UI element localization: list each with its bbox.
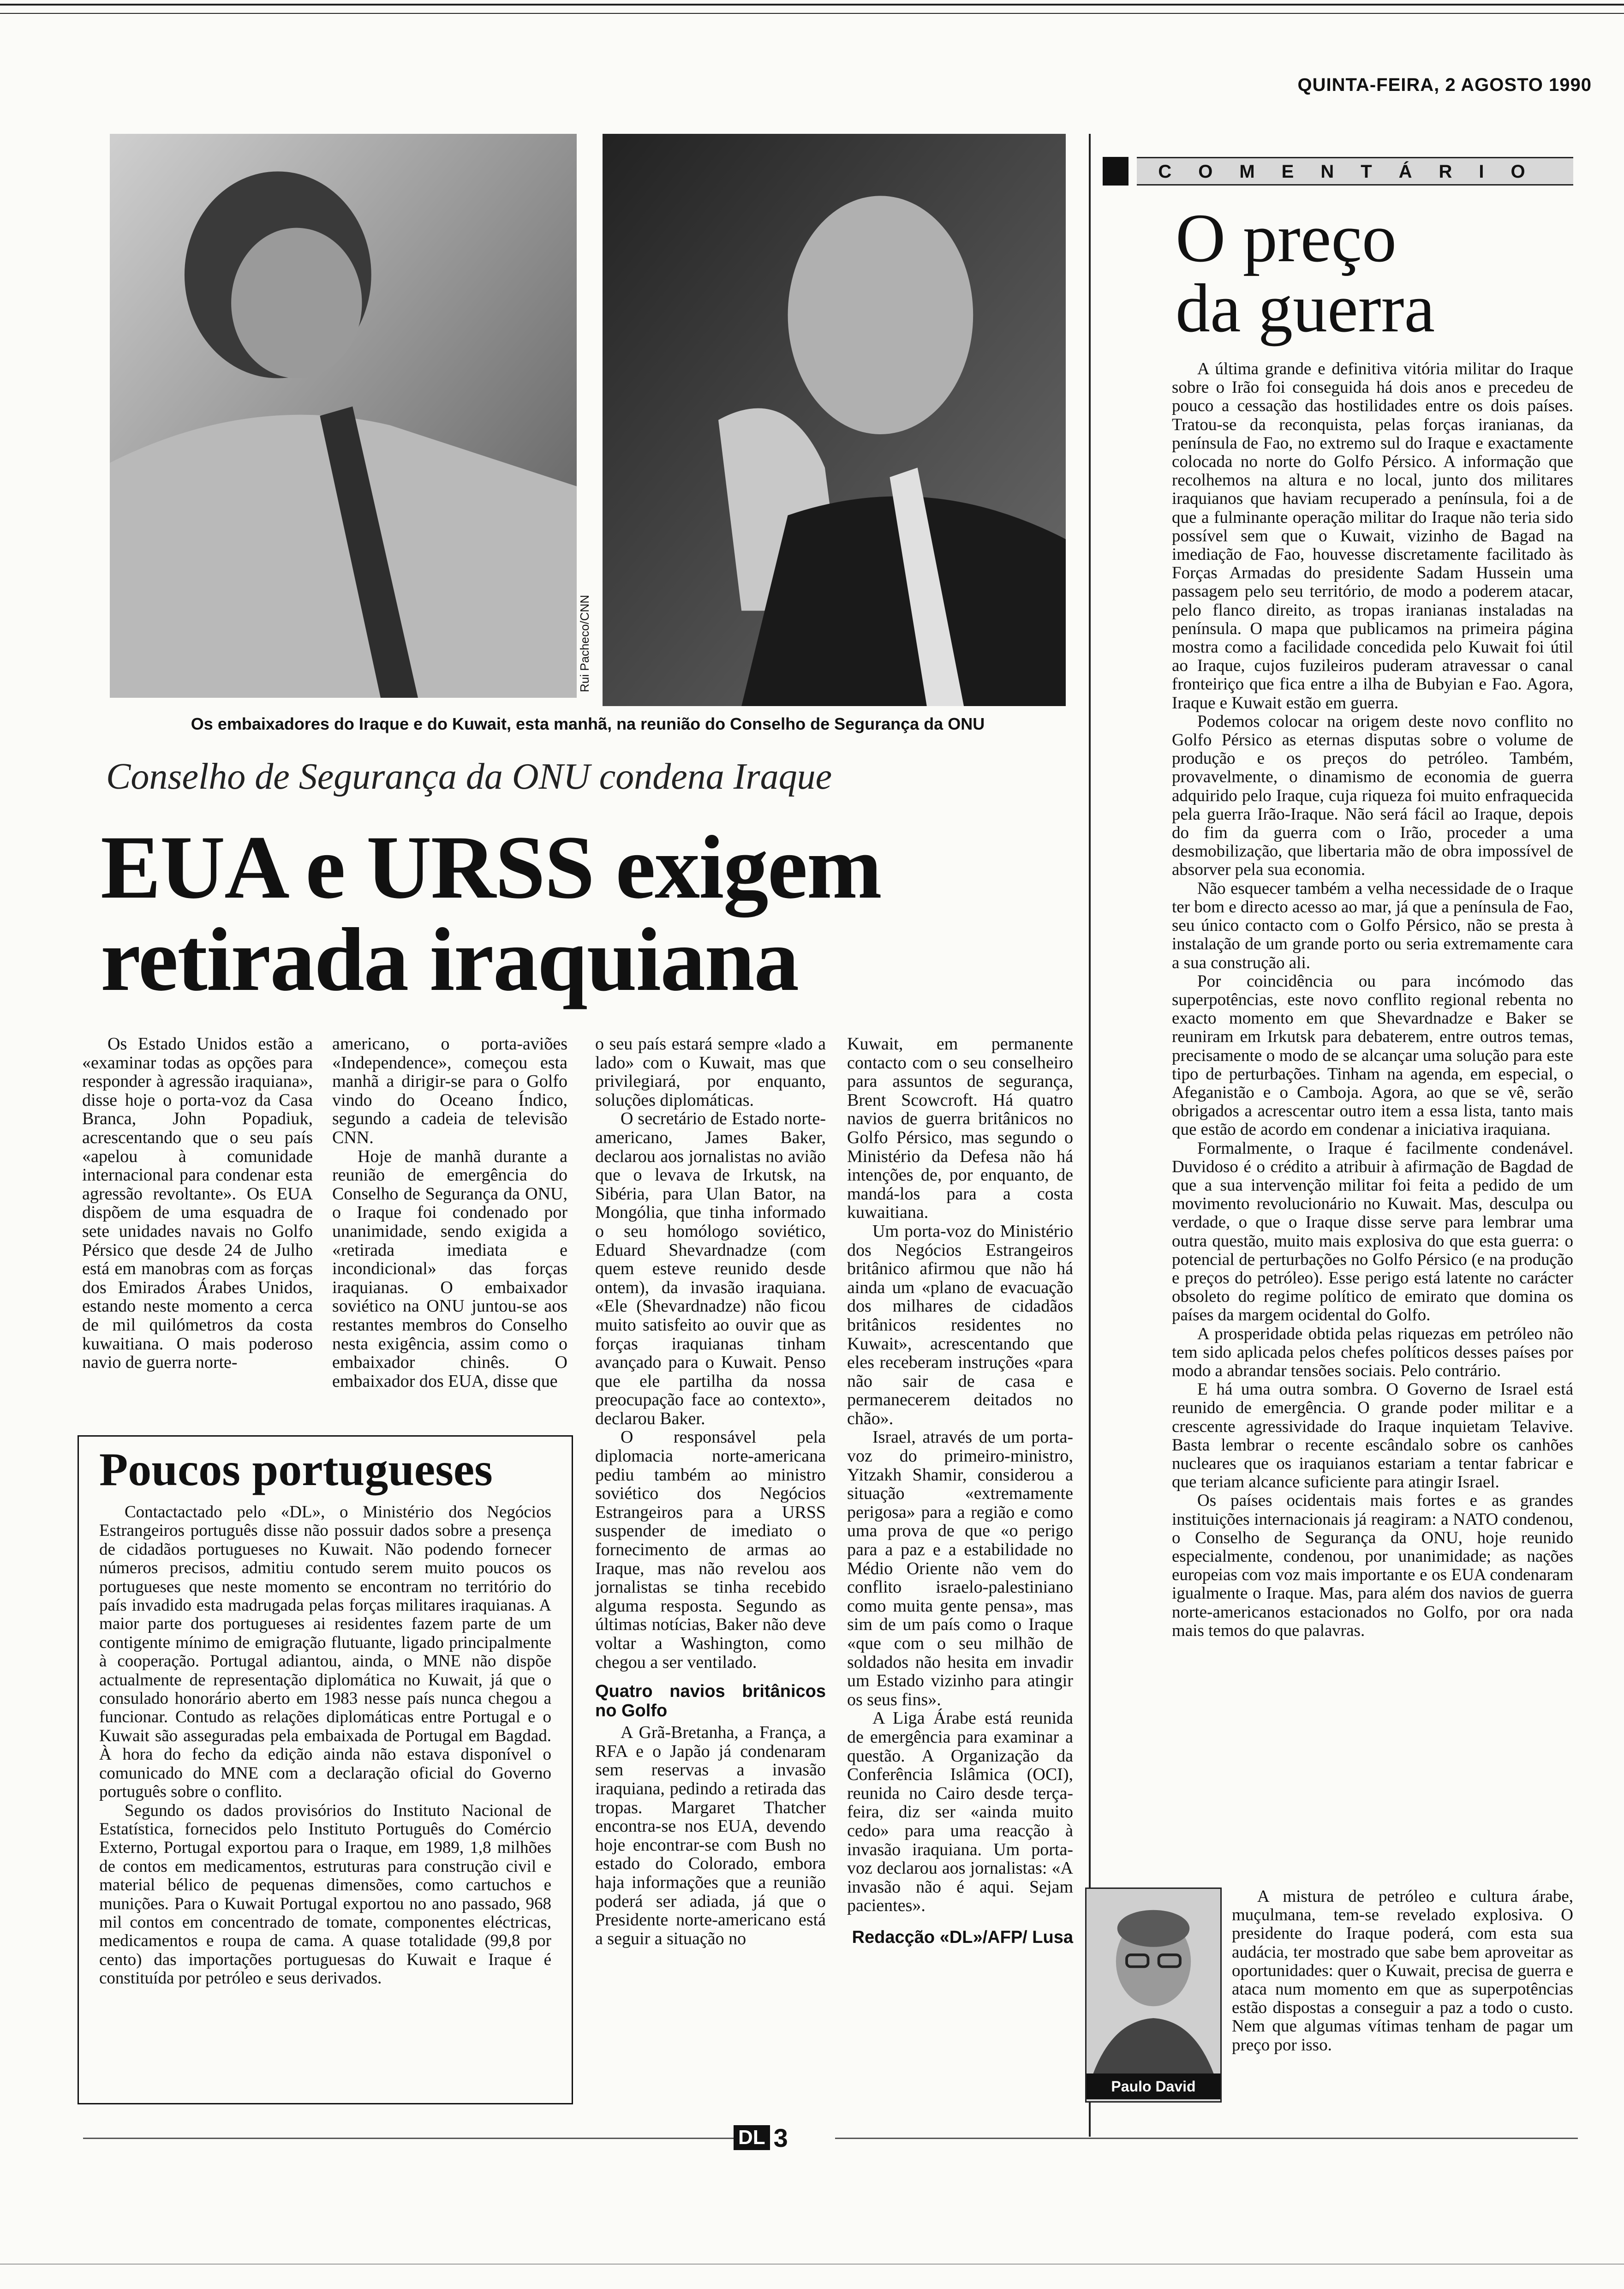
paragraph: o seu país estará sempre «lado a lado» com o Kuwait, mas que privilegiará, por enquanto, soluções diplomáticas. — [595, 1034, 826, 1110]
paragraph: Por coincidência ou para incómodo das superpotências, este novo conflito regional rebenta no exacto momento em que Shevardnadze e Baker se reuniram em Irkutsk para debaterem, entre outros temas, precisamente o modo de se alcançar uma solução para este tipo de perturbações. Tinham na agenda, em especial, o Afeganistão e o Camboja. Agora, ao que se vê, serão obrigados a acrescentar outro item a essa lista, tanto mais que estão de acordo em condenar a iniciativa iraquiana. — [1172, 971, 1573, 1139]
footer-folio — [734, 2119, 835, 2156]
photo-kuwait-ambassador — [603, 134, 1066, 706]
commentary-title-line-2: da guerra — [1176, 270, 1435, 347]
headline-line-1: EUA e URSS exigem — [101, 817, 881, 917]
author-photo — [1087, 1889, 1220, 2073]
photo-caption: Os embaixadores do Iraque e do Kuwait, esta manhã, na reunião do Conselho de Segurança da ONU — [191, 714, 985, 733]
commentary-body — [1172, 360, 1573, 1640]
paragraph: Israel, através de um porta-voz do primeiro-ministro, Yitzakh Shamir, considerou a situação «extremamente perigosa» para a região e como uma prova de que «o perigo para a paz e a estabilidade no Médio Oriente não vem do conflito israelo-palestiniano como muita gente pensa», mas sim de um país como o Iraque «que com o seu milhão de soldados não hesita em invadir um Estado vizinho para atingir os seus fins». — [847, 1427, 1073, 1709]
commentary-title-line-1: O preço — [1176, 200, 1397, 276]
paragraph: A última grande e definitiva vitória militar do Iraque sobre o Irão foi conseguida há dois anos e precedeu de pouco a cessação das hostilidades entre os dois países. Tratou-se da reconquista, pelas forças iranianas, da península de Fao, no extremo sul do Iraque e exactamente colocada no norte do Golfo Pérsico. A informação que recolhemos na altura e no local, junto dos militares iraquianos que haviam recuperado a península, foi a de que a fulminante operação militar do Iraque não teria sido possível sem que o Kuwait, vizinho de Bagad na imediação de Fao, houvesse discretamente facilitado às Forças Armadas do presidente Sadam Hussein uma passagem pelo seu território, de modo a poderem atacar, pelo flanco direito, as tropas iranianas instaladas na península. O mapa que publicamos na primeira página mostra como a facilidade concedida pelo Kuwait foi útil ao Iraque, cujos fuzileiros puderam atravessar o canal fronteiriço que fica entre a ilha de Bubyian e Fao. Agora, Iraque e Kuwait estão em guerra. — [1172, 360, 1573, 713]
article-column-4 — [847, 1035, 1073, 1947]
photo-credit: Rui Pacheco/CNN — [578, 595, 591, 692]
page-number: 3 — [773, 2123, 788, 2152]
paragraph: Segundo os dados provisórios do Instituto Nacional de Estatística, fornecidos pelo Instituto Português do Comércio Externo, Portugal exportou para o Iraque, em 1989, 1,8 milhões de contos em medicamentos, estruturas para construção civil e material bélico de pequenas dimensões, como cartuchos e munições. Para o Kuwait Portugal exportou no ano passado, 968 mil contos em concentrado de tomate, componentes eléctricas, medicamentos e roupa de cama. A quase totalidade (99,8 por cento) das importações portuguesas do Kuwait e Iraque é constituída por petróleo e seus derivados. — [99, 1801, 551, 1988]
author-name: Paulo David — [1087, 2073, 1220, 2099]
box-title: Poucos portugueses — [99, 1444, 493, 1496]
box-body — [99, 1503, 551, 1988]
headline-line-2: retirada iraquiana — [101, 910, 799, 1010]
paragraph: Kuwait, em permanente contacto com o seu conselheiro para assuntos de segurança, Brent Scowcroft. Há quatro navios de guerra britânicos no Golfo Pérsico, mas segundo o Ministério da Defesa não há intenções de, por enquanto, de mandá-los para a costa kuwaitiana. — [847, 1034, 1073, 1222]
paragraph: A prosperidade obtida pelas riquezas em petróleo não tem sido aplicada pelos chefes políticos desses países por modo a abrandar tensões sociais. Pelo contrário. — [1172, 1324, 1573, 1380]
paragraph: A Liga Árabe está reunida de emergência para examinar a questão. A Organização da Conferência Islâmica (OCI), reunida no Cairo desde terça-feira, diz ser «ainda muito cedo» para uma reacção à invasão iraquiana. Um porta-voz declarou aos jornalistas: «A invasão não é aqui. Sejam pacientes». — [847, 1708, 1073, 1916]
paragraph: A mistura de petróleo e cultura árabe, muçulmana, tem-se revelado explosiva. O presidente do Iraque poderá, com esta sua audácia, ter mostrado que sabe bem aproveitar as oportunidades: quer o Kuwait, precisa de guerra e ataca num momento em que as superpotências estão dispostas a conseguir a paz a todo o custo. Nem que algumas vítimas tenham de pagar um preço por isso. — [1232, 1887, 1573, 2055]
box-poucos-portugueses — [78, 1435, 573, 2104]
issue-date: QUINTA-FEIRA, 2 AGOSTO 1990 — [1297, 75, 1592, 95]
commentary-title — [1176, 200, 1435, 347]
photo-right-image — [603, 134, 1066, 706]
top-rule — [0, 4, 1624, 6]
paragraph: Os Estado Unidos estão a «examinar todas as opções para responder à agressão iraquiana», disse hoje o porta-voz da Casa Branca, John Popadiuk, acrescentando que o seu país «apelou à comunidade internacional para condenar esta agressão revoltante». Os EUA dispõem de uma esquadra de sete unidades navais no Golfo Pérsico que desde 24 de Julho está em manobras com as forças dos Emirados Árabes Unidos, estando neste momento a cerca de mil quilómetros da costa kuwaitiana. O mais poderoso navio de guerra norte- — [82, 1034, 313, 1372]
commentary-body-end — [1232, 1888, 1573, 2055]
photo-left-image — [110, 134, 577, 698]
paragraph: Não esquecer também a velha necessidade de o Iraque ter bom e directo acesso ao mar, já que a península de Fao, seu único contacto com o Golfo Pérsico, não se presta à instalação de um grande porto ou seria extremamente cara a sua construção ali. — [1172, 879, 1573, 972]
article-column-1 — [82, 1035, 313, 1372]
commentary-label-bar — [1103, 157, 1573, 186]
paragraph: A Grã-Bretanha, a França, a RFA e o Japão já condenaram sem reservas a invasão iraquiana, pedindo a retirada das tropas. Margaret Thatcher encontra-se nos EUA, devendo hoje encontrar-se com Bush no estado do Colorado, embora haja informações que a reunião poderá ser adiada, já que o Presidente norte-americano está a seguir a situação no — [595, 1723, 826, 1948]
article-signature: Redacção «DL»/AFP/ Lusa — [852, 1927, 1073, 1947]
paragraph: E há uma outra sombra. O Governo de Israel está reunido de emergência. O grande poder militar e a crescente agressividade do Iraque inquietam Telavive. Basta lembrar o recente escândalo sobre os canhões nucleares que os iraquianos estariam a tentar fabricar e que teriam alcance suficiente para atingir Israel. — [1172, 1380, 1573, 1492]
paragraph: Um porta-voz do Ministério dos Negócios Estrangeiros britânico afirmou que não há ainda um «plano de evacuação dos milhares de cidadãos britânicos residentes no Kuwait», acrescentando que eles receberam instruções «para não sair de casa e permanecerem deitados no chão». — [847, 1221, 1073, 1428]
article-headline — [101, 817, 1069, 1010]
paragraph: O responsável pela diplomacia norte-americana pediu também ao ministro soviético dos Negócios Estrangeiros para a URSS suspender de imediato o fornecimento de armas ao Iraque, mas não revelou aos jornalistas se tinha recebido alguma resposta. Segundo as últimas notícias, Baker não deve voltar a Washington, como chegou a ser ventilado. — [595, 1427, 826, 1672]
author-portrait — [1085, 1888, 1222, 2103]
photo-iraq-ambassador — [110, 134, 577, 698]
top-rule-thin — [0, 13, 1624, 14]
article-kicker: Conselho de Segurança da ONU condena Iraque — [106, 756, 832, 797]
paragraph: O secretário de Estado norte-americano, James Baker, declarou aos jornalistas no avião que o levava de Irkutsk, na Sibéria, para Ulan Bator, na Mongólia, que tinha informado o seu homólogo soviético, Eduard Shevardnadze (com quem esteve reunido desde ontem), da invasão iraquiana. «Ele (Shevardnadze) não ficou muito satisfeito ao ouvir que as forças iraquianas tinham avançado para o Kuwait. Penso que ele partilha da nossa preocupação face ao contexto», declarou Baker. — [595, 1109, 826, 1428]
paragraph: Contactactado pelo «DL», o Ministério dos Negócios Estrangeiros português disse não possuir dados sobre a presença de cidadãos portugueses no Kuwait. Não podendo fornecer números precisos, admitiu contudo serem muito poucos os portugueses que neste momento se encontram no território do país invadido esta madrugada pelas forças militares iraquianas. A maior parte dos portugueses ai residentes fazem parte de um contigente mínimo de emigração flutuante, ligado principalmente à cooperação. Portugal adiantou, ainda, o MNE não dispõe actualmente de representação diplomática no Kuwait, já que o consulado honorário aberto em 1983 nesse país nunca chegou a funcionar. Contudo as relações diplomáticas entre Portugal e o Kuwait são asseguradas pela embaixada de Portugal em Bagdad. À hora do fecho da edição ainda não estava disponível o comunicado do MNE com a declaração oficial do Governo português sobre o conflito. — [99, 1503, 551, 1802]
paragraph: Podemos colocar na origem deste novo conflito no Golfo Pérsico as eternas disputas sobre o volume de produção e os preços do petróleo. Também, provavelmente, o dinamismo de economia de guerra adquirido pelo Iraque, cuja riqueza foi muito enfraquecida pela guerra Irão-Iraque. Não será fácil ao Iraque, depois do fim da guerra com o Irão, proceder a uma desmobilização, que libertaria mão de obra impossível de absorver pela sua economia. — [1172, 712, 1573, 880]
dl-logo: DL — [734, 2125, 770, 2150]
paragraph: Formalmente, o Iraque é facilmente condenável. Duvidoso é o crédito a atribuir à afirmação de Bagdad de que a sua intervenção militar foi feita a pedido de um movimento revolucionário no Kuwait. Mas, desculpa ou verdade, o que o Iraque disse serve para lembrar uma outra questão, muito mais explosiva do que esta guerra: o potencial de perturbações no Golfo Pérsico (e na produção e preços do petróleo). Esse perigo está latente no carácter obsoleto do regime político de emirato que domina os países da margem ocidental do Golfo. — [1172, 1139, 1573, 1325]
article-column-3 — [595, 1035, 826, 1948]
paragraph: Os países ocidentais mais fortes e as grandes instituições internacionais já reagiram: a NATO condenou, o Conselho de Segurança da ONU, hoje reunido especialmente, condenou, por unanimidade; as nações europeias com voz mais importante e os EUA condenaram igualmente o Iraque. Mas, para além dos navios de guerra norte-americanos estacionados no Golfo, por ora nada mais temos do que palavras. — [1172, 1491, 1573, 1640]
paragraph: Hoje de manhã durante a reunião de emergência do Conselho de Segurança da ONU, o Iraque foi condenado por unanimidade, sendo exigida a «retirada imediata e incondicional» das forças iraquianas. O embaixador soviético na ONU juntou-se aos restantes membros do Conselho nesta exigência, assim como o embaixador chinês. O embaixador dos EUA, disse que — [332, 1146, 567, 1391]
article-column-2 — [332, 1035, 567, 1390]
paragraph: americano, o porta-aviões «Independence», começou esta manhã a dirigir-se para o Golfo vindo do Oceano Índico, segundo a cadeia de televisão CNN. — [332, 1034, 567, 1147]
commentary-label: COMENTÁRIO — [1137, 157, 1573, 186]
bottom-rule — [0, 2264, 1624, 2265]
subhead-quatro-navios: Quatro navios britânicos no Golfo — [595, 1682, 826, 1721]
label-block-marker — [1103, 157, 1128, 186]
column-divider — [1089, 134, 1091, 2137]
